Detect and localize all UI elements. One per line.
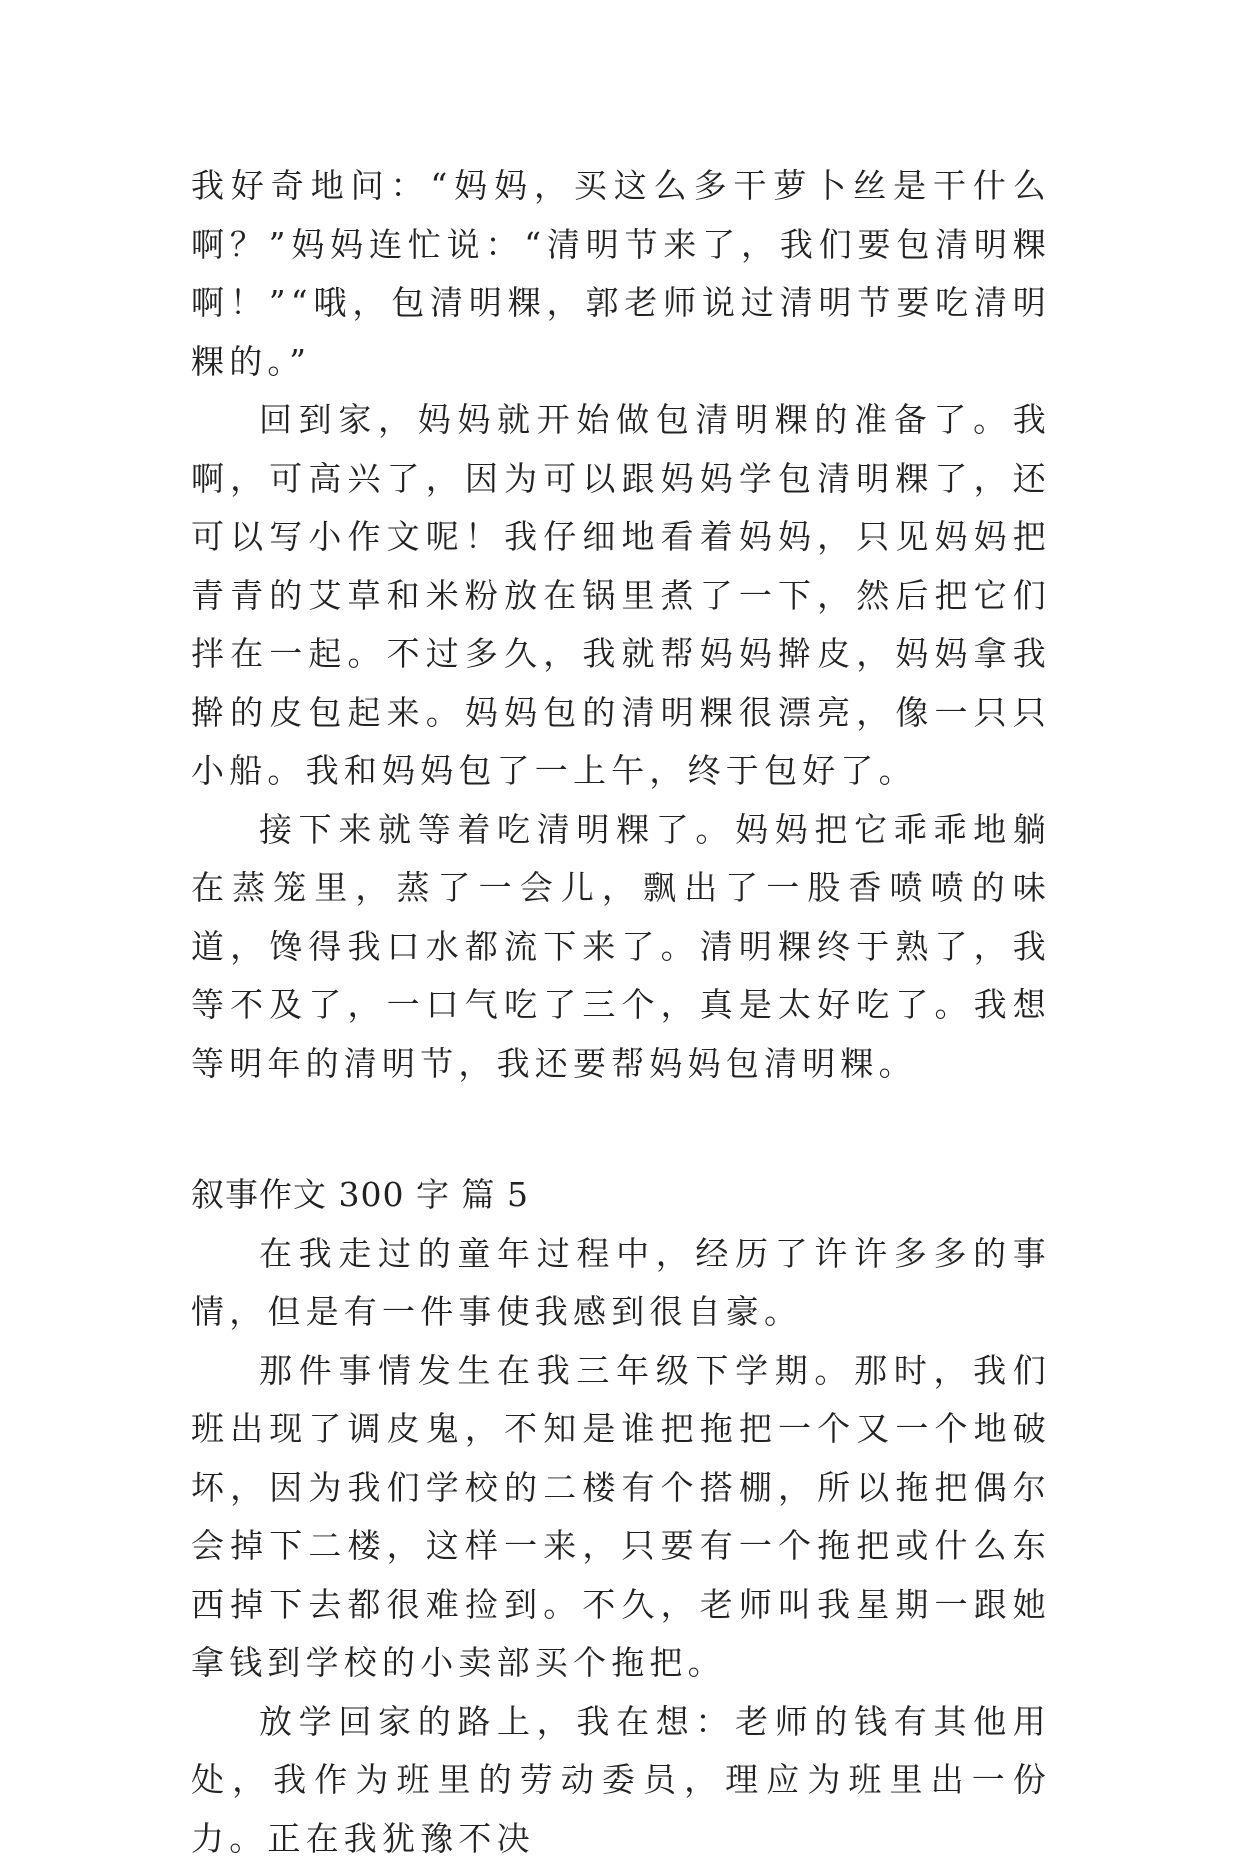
paragraph: 放学回家的路上，我在想：老师的钱有其他用处，我作为班里的劳动委员，理应为班里出一份力。正在我犹豫不决 <box>191 1693 1051 1868</box>
paragraph: 回到家，妈妈就开始做包清明粿的准备了。我啊，可高兴了，因为可以跟妈妈学包清明粿了，还可以写小作文呢！我仔细地看着妈妈，只见妈妈把青青的艾草和米粉放在锅里煮了一下，然后把它们拌在一起。不过多久，我就帮妈妈擀皮，妈妈拿我擀的皮包起来。妈妈包的清明粿很漂亮，像一只只小船。我和妈妈包了一上午，终于包好了。 <box>191 391 1051 801</box>
document-body <box>191 157 1051 1868</box>
section-heading: 叙事作文 300 字 篇 5 <box>191 1166 1051 1225</box>
paragraph: 我好奇地问：“妈妈，买这么多干萝卜丝是干什么啊？”妈妈连忙说：“清明节来了，我们要包清明粿啊！”“哦，包清明粿，郭老师说过清明节要吃清明粿的。” <box>191 157 1051 391</box>
paragraph: 那件事情发生在我三年级下学期。那时，我们班出现了调皮鬼，不知是谁把拖把一个又一个地破坏，因为我们学校的二楼有个搭棚，所以拖把偶尔会掉下二楼，这样一来，只要有一个拖把或什么东西掉下去都很难捡到。不久，老师叫我星期一跟她拿钱到学校的小卖部买个拖把。 <box>191 1342 1051 1693</box>
paragraph: 接下来就等着吃清明粿了。妈妈把它乖乖地躺在蒸笼里，蒸了一会儿，飘出了一股香喷喷的味道，馋得我口水都流下来了。清明粿终于熟了，我等不及了，一口气吃了三个，真是太好吃了。我想等明年的清明节，我还要帮妈妈包清明粿。 <box>191 801 1051 1094</box>
paragraph: 在我走过的童年过程中，经历了许许多多的事情，但是有一件事使我感到很自豪。 <box>191 1225 1051 1342</box>
